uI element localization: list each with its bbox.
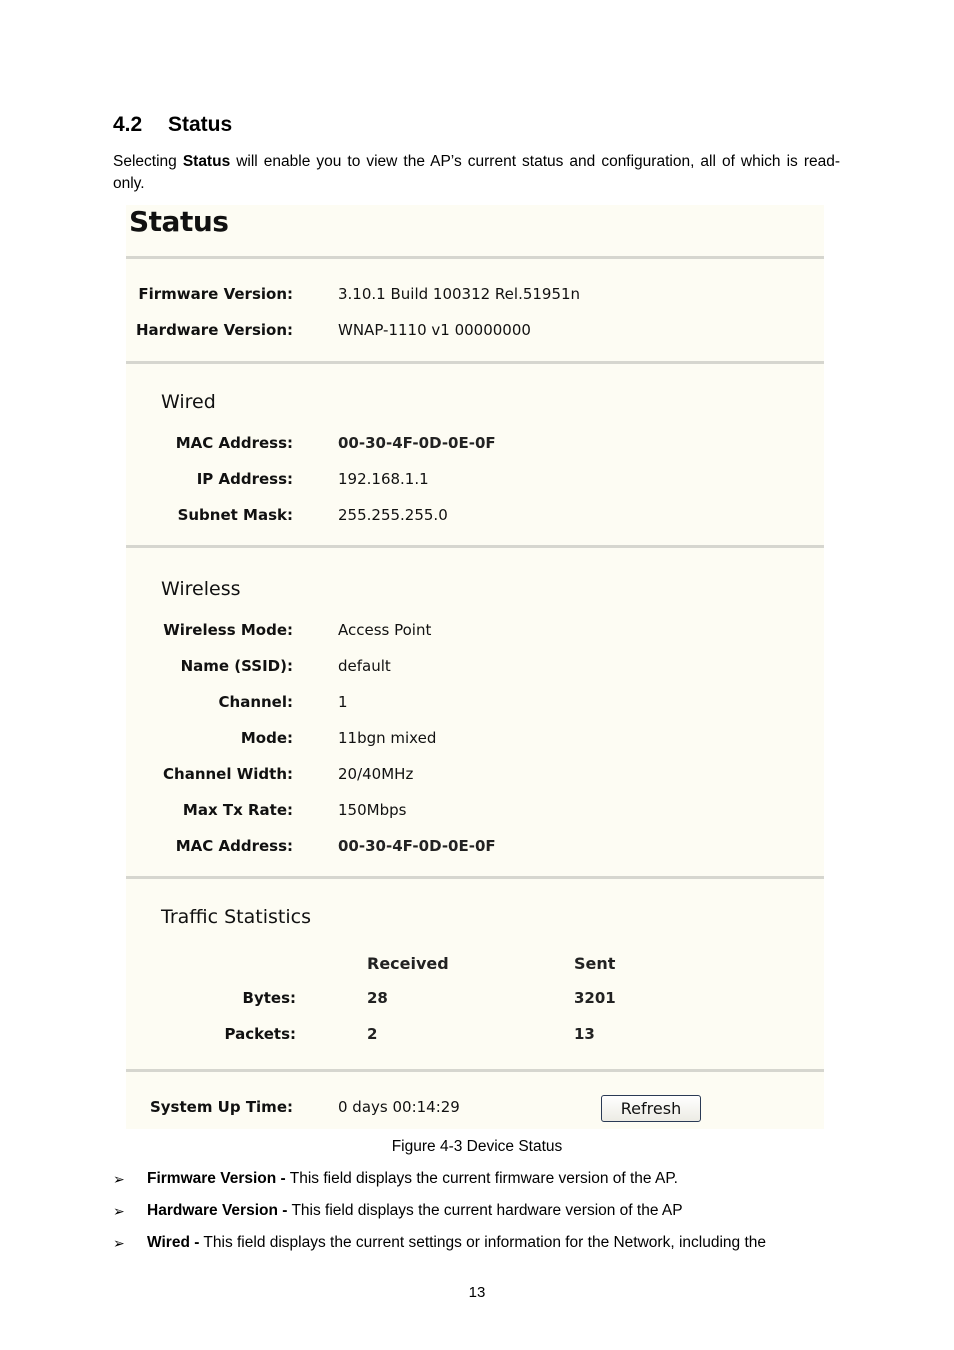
- wireless-mac-value: 00-30-4F-0D-0E-0F: [338, 837, 496, 855]
- bytes-sent: 3201: [574, 989, 616, 1007]
- bullet-term: Wired -: [147, 1234, 200, 1251]
- status-screenshot-panel: [126, 205, 824, 1129]
- refresh-button[interactable]: Refresh: [601, 1095, 701, 1122]
- bullet-text: This field displays the current hardware version of the AP: [287, 1202, 683, 1219]
- radio-mode-value: 11bgn mixed: [338, 729, 437, 747]
- divider: [126, 876, 824, 879]
- sent-column-header: Sent: [574, 954, 616, 973]
- received-column-header: Received: [367, 954, 449, 973]
- divider: [126, 256, 824, 259]
- intro-prefix: Selecting: [113, 153, 183, 170]
- ip-address-value: 192.168.1.1: [338, 470, 429, 488]
- bullet-term: Firmware Version -: [147, 1170, 286, 1187]
- field-description-list: [113, 1168, 840, 1264]
- bytes-label: Bytes:: [242, 989, 296, 1007]
- ssid-value: default: [338, 657, 391, 675]
- bullet-term: Hardware Version -: [147, 1202, 288, 1219]
- bytes-received: 28: [367, 989, 388, 1007]
- radio-mode-label: Mode:: [240, 729, 293, 747]
- ip-address-label: IP Address:: [196, 470, 293, 488]
- figure-caption: Figure 4-3 Device Status: [391, 1138, 563, 1155]
- section-title: Status: [168, 113, 233, 136]
- channel-width-value: 20/40MHz: [338, 765, 414, 783]
- arrow-bullet-icon: ➢: [113, 1235, 125, 1251]
- divider: [126, 545, 824, 548]
- bullet-text: This field displays the current firmware version of the AP.: [285, 1170, 678, 1187]
- arrow-bullet-icon: ➢: [113, 1203, 125, 1219]
- intro-paragraph: [113, 151, 840, 195]
- page-number: 13: [468, 1284, 486, 1301]
- subnet-mask-label: Subnet Mask:: [177, 506, 293, 524]
- wireless-mode-label: Wireless Mode:: [163, 621, 293, 639]
- list-item: [113, 1168, 840, 1190]
- max-tx-rate-label: Max Tx Rate:: [182, 801, 293, 819]
- firmware-version-label: Firmware Version:: [138, 285, 293, 303]
- channel-label: Channel:: [218, 693, 293, 711]
- arrow-bullet-icon: ➢: [113, 1171, 125, 1187]
- subnet-mask-value: 255.255.255.0: [338, 506, 448, 524]
- section-number: 4.2: [113, 113, 143, 136]
- channel-value: 1: [338, 693, 348, 711]
- packets-sent: 13: [574, 1025, 595, 1043]
- wireless-group-title: Wireless: [161, 578, 241, 600]
- wired-group-title: Wired: [161, 391, 216, 413]
- uptime-value: 0 days 00:14:29: [338, 1098, 460, 1116]
- uptime-label: System Up Time:: [149, 1098, 293, 1116]
- firmware-version-value: 3.10.1 Build 100312 Rel.51951n: [338, 285, 581, 303]
- divider: [126, 1069, 824, 1072]
- ssid-label: Name (SSID):: [180, 657, 293, 675]
- wireless-mode-value: Access Point: [338, 621, 432, 639]
- packets-received: 2: [367, 1025, 378, 1043]
- intro-suffix: will enable you to view the AP’s current status and configuration, all of which is read-only.: [113, 153, 840, 192]
- bullet-text: This field displays the current settings or information for the Network, including the: [199, 1234, 766, 1251]
- hardware-version-value: WNAP-1110 v1 00000000: [338, 321, 531, 339]
- wired-mac-label: MAC Address:: [175, 434, 293, 452]
- section-heading: [113, 113, 232, 137]
- wireless-mac-label: MAC Address:: [175, 837, 293, 855]
- intro-bold-term: Status: [182, 153, 231, 170]
- traffic-group-title: Traffic Statistics: [161, 906, 311, 928]
- packets-label: Packets:: [224, 1025, 296, 1043]
- channel-width-label: Channel Width:: [163, 765, 293, 783]
- panel-title: Status: [129, 205, 229, 238]
- hardware-version-label: Hardware Version:: [136, 321, 293, 339]
- max-tx-rate-value: 150Mbps: [338, 801, 407, 819]
- list-item: [113, 1232, 840, 1254]
- wired-mac-value: 00-30-4F-0D-0E-0F: [338, 434, 496, 452]
- list-item: [113, 1200, 840, 1222]
- divider: [126, 361, 824, 364]
